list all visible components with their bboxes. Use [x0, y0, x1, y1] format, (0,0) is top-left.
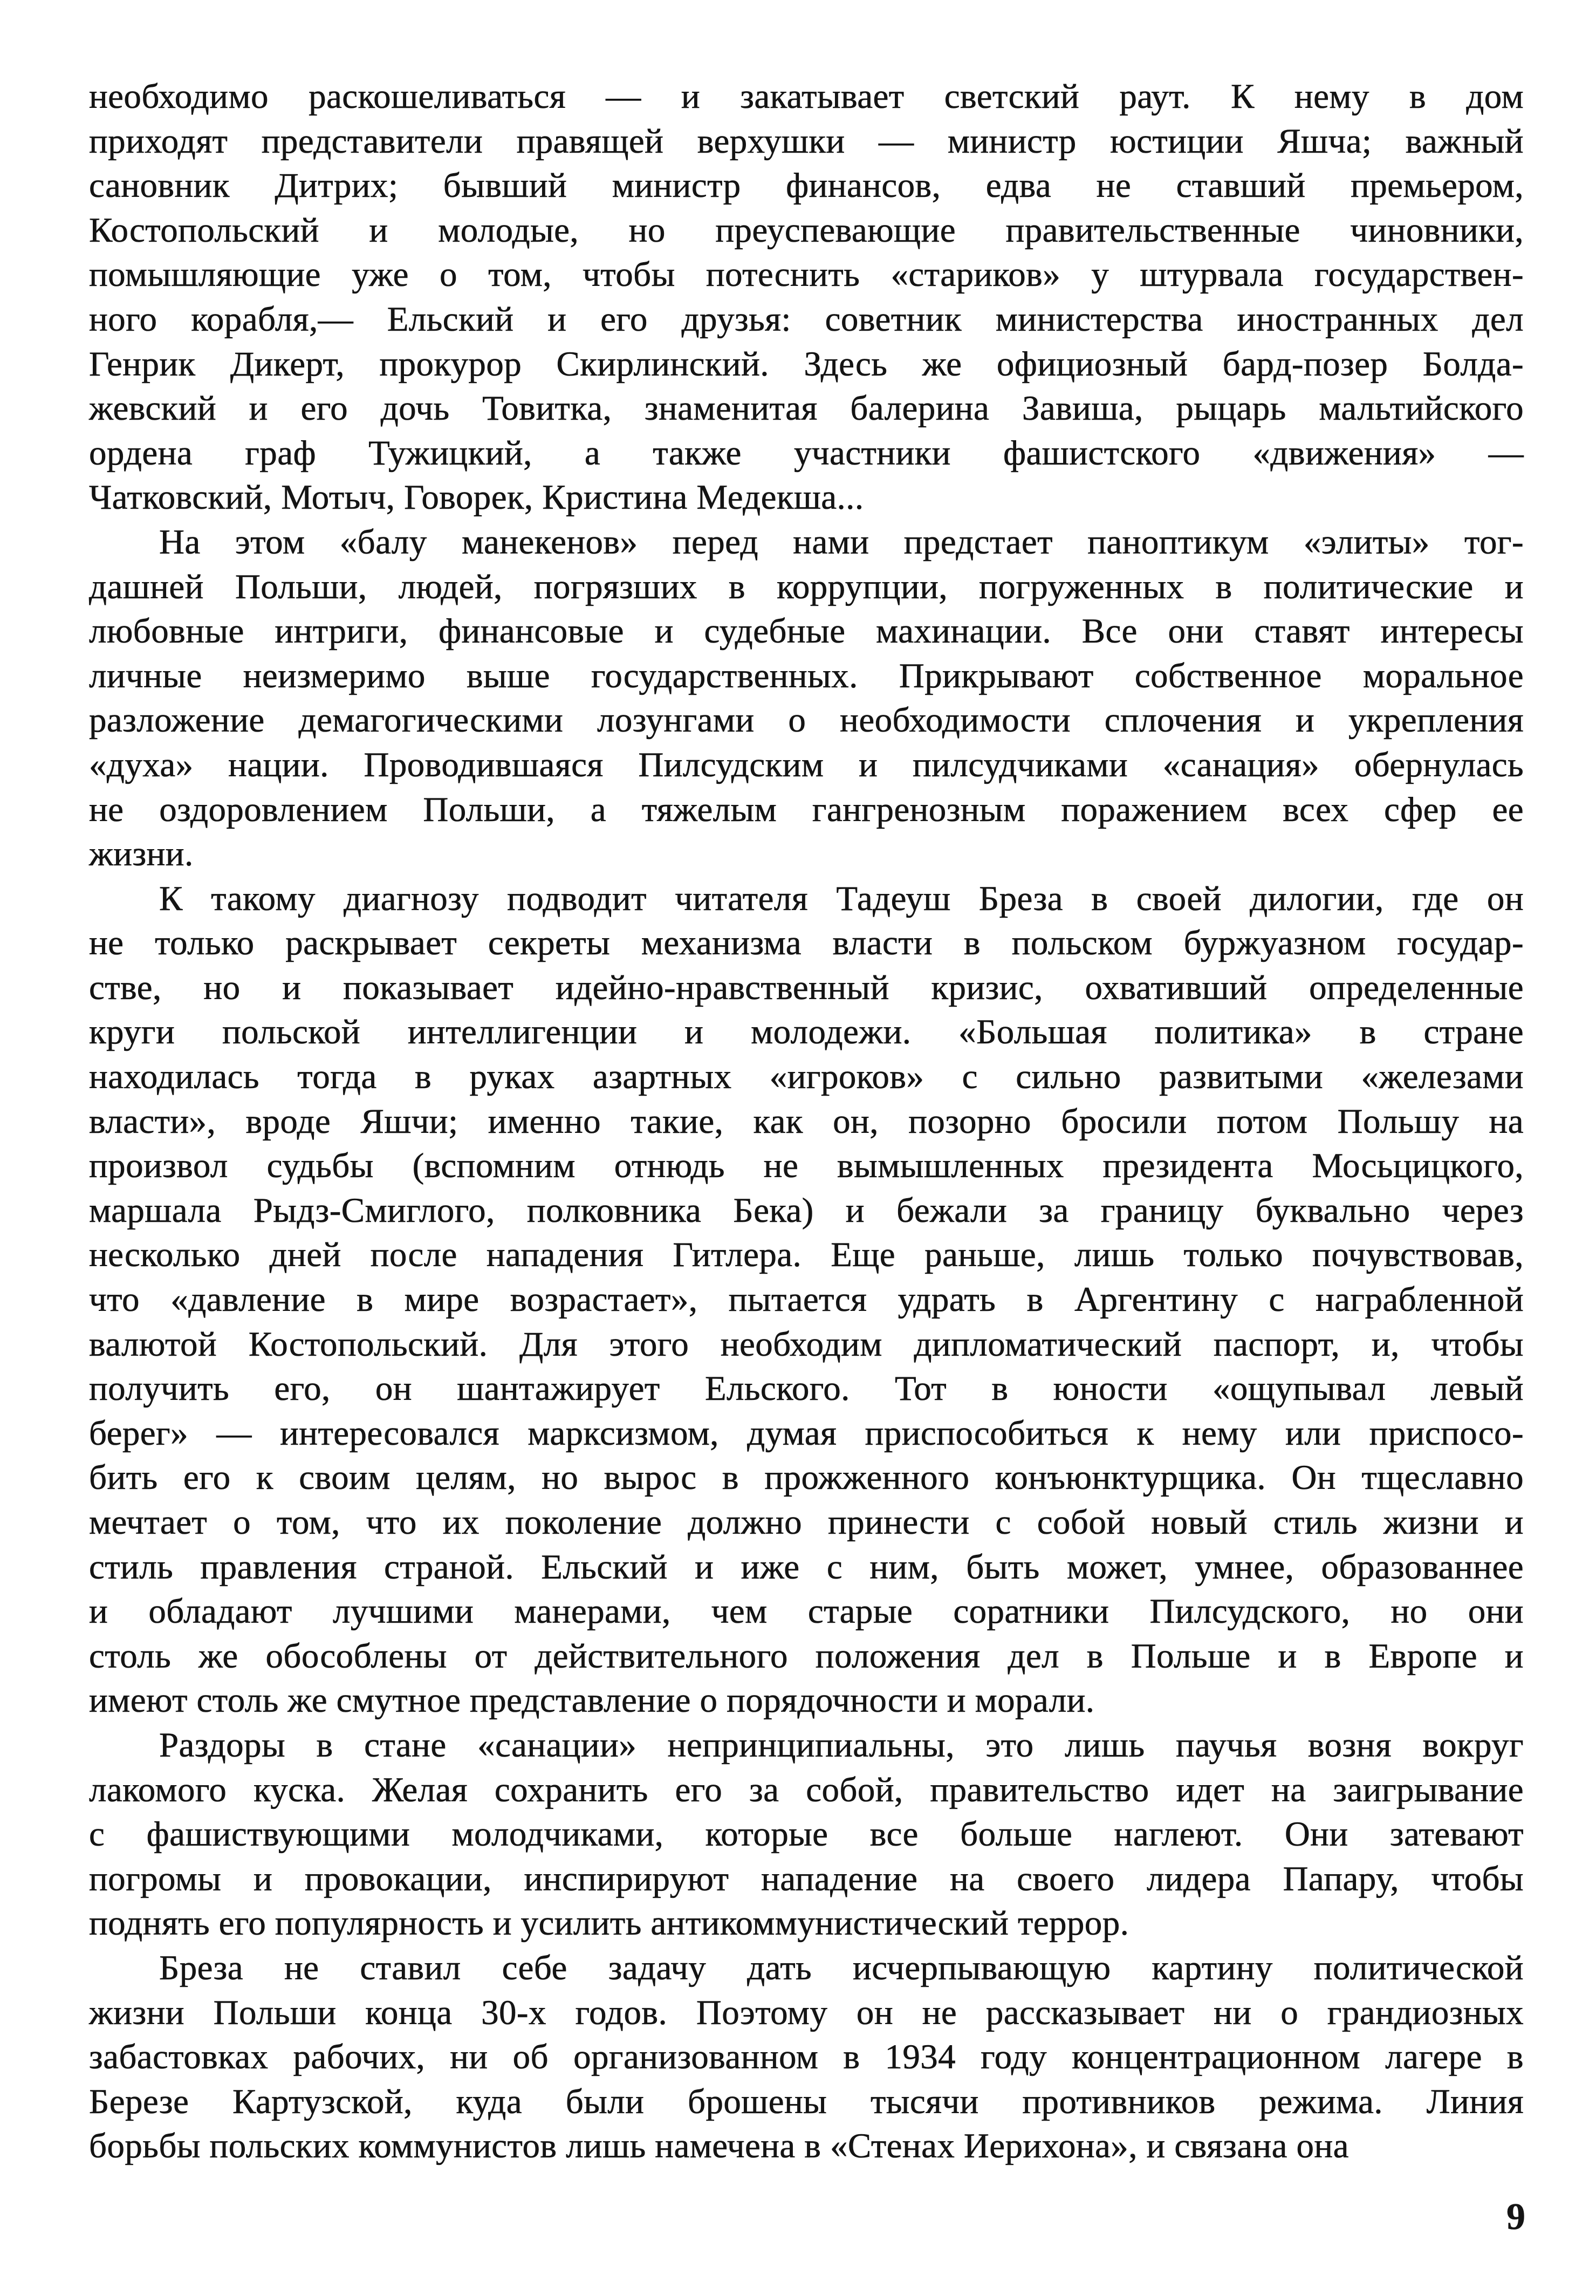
text-line: имеют столь же смутное представление о порядочности и морали.: [89, 1681, 1095, 1720]
text-line: необходимо раскошеливаться — и закатывает светский раут. К нему в дом: [89, 77, 1524, 116]
text-line: любовные интриги, финансовые и судебные махинации. Все они ставят интересы: [89, 612, 1524, 651]
text-line: помышляющие уже о том, чтобы потеснить «стариков» у штурвала государствен-: [89, 255, 1524, 295]
text-line: с фашиствующими молодчиками, которые все больше наглеют. Они затевают: [89, 1815, 1524, 1854]
text-line: Костопольский и молодые, но преуспевающие правительственные чиновники,: [89, 210, 1524, 250]
text-line: валютой Костопольский. Для этого необходим дипломатический паспорт, и, чтобы: [89, 1324, 1524, 1364]
text-line: не только раскрывает секреты механизма власти в польском буржуазном государ-: [89, 924, 1524, 963]
text-line: власти», вроде Яшчи; именно такие, как он, позорно бросили потом Польшу на: [89, 1102, 1524, 1141]
text-line: лакомого куска. Желая сохранить его за собой, правительство идет на заигрывание: [89, 1770, 1524, 1809]
paragraph: [89, 877, 1524, 1723]
paragraph: [89, 1946, 1524, 2169]
paragraph: [89, 74, 1524, 520]
text-line: стве, но и показывает идейно-нравственный кризис, охвативший определенные: [89, 968, 1524, 1007]
text-line: маршала Рыдз-Смиглого, полковника Бека) и бежали за границу буквально через: [89, 1191, 1524, 1230]
text-line: что «давление в мире возрастает», пытается удрать в Аргентину с награбленной: [89, 1280, 1524, 1320]
text-line: поднять его популярность и усилить антикоммунистический террор.: [89, 1904, 1129, 1943]
page-number: 9: [1506, 2196, 1525, 2238]
text-line: ного корабля,— Ельский и его друзья: советник министерства иностранных дел: [89, 299, 1524, 339]
text-line: жевский и его дочь Товитка, знаменитая балерина Завиша, рыцарь мальтийского: [89, 389, 1524, 428]
text-line: сановник Дитрих; бывший министр финансов, едва не ставший премьером,: [89, 166, 1524, 206]
text-line: погромы и провокации, инспирируют нападение на своего лидера Папару, чтобы: [89, 1859, 1524, 1898]
text-line: На этом «балу манекенов» перед нами предстает паноптикум «элиты» тог-: [159, 522, 1524, 562]
text-line: жизни Польши конца 30-х годов. Поэтому он не рассказывает ни о грандиозных: [89, 1993, 1524, 2032]
text-line: получить его, он шантажирует Ельского. Тот в юности «ощупывал левый: [89, 1369, 1524, 1409]
text-line: дашней Польши, людей, погрязших в коррупции, погруженных в политические и: [89, 567, 1524, 606]
text-line: борьбы польских коммунистов лишь намечена в «Стенах Иерихона», и связана она: [89, 2127, 1349, 2166]
text-line: личные неизмеримо выше государственных. Прикрывают собственное моральное: [89, 656, 1524, 695]
text-line: К такому диагнозу подводит читателя Тадеуш Бреза в своей дилогии, где он: [159, 879, 1524, 918]
body-text: [89, 74, 1524, 2169]
text-line: бить его к своим целям, но вырос в прожженного конъюнктурщика. Он тщеславно: [89, 1458, 1524, 1498]
text-line: находилась тогда в руках азартных «игроков» с сильно развитыми «железами: [89, 1057, 1524, 1097]
paragraph: [89, 520, 1524, 877]
text-line: Раздоры в стане «санации» непринципиальны, это лишь паучья возня вокруг: [159, 1725, 1524, 1765]
text-line: не оздоровлением Польши, а тяжелым гангренозным поражением всех сфер ее: [89, 790, 1524, 829]
text-line: Чатковский, Мотыч, Говорек, Кристина Медекша...: [89, 478, 864, 517]
text-line: столь же обособлены от действительного положения дел в Польше и в Европе и: [89, 1636, 1524, 1676]
text-line: Березе Картузской, куда были брошены тысячи противников режима. Линия: [89, 2082, 1524, 2121]
text-line: разложение демагогическими лозунгами о необходимости сплочения и укрепления: [89, 701, 1524, 740]
paragraph: [89, 1723, 1524, 1946]
text-line: и обладают лучшими манерами, чем старые соратники Пилсудского, но они: [89, 1592, 1524, 1631]
text-line: мечтает о том, что их поколение должно принести с собой новый стиль жизни и: [89, 1503, 1524, 1542]
text-line: круги польской интеллигенции и молодежи. «Большая политика» в стране: [89, 1013, 1524, 1052]
text-line: жизни.: [89, 835, 194, 874]
text-line: произвол судьбы (вспомним отнюдь не вымышленных президента Мосьцицкого,: [89, 1146, 1524, 1186]
text-line: стиль правления страной. Ельский и иже с ним, быть может, умнее, образованнее: [89, 1547, 1524, 1587]
text-line: «духа» нации. Проводившаяся Пилсудским и пилсудчиками «санация» обернулась: [89, 745, 1524, 784]
text-line: приходят представители правящей верхушки — министр юстиции Яшча; важный: [89, 121, 1524, 161]
text-line: Генрик Дикерт, прокурор Скирлинский. Здесь же официозный бард-позер Болда-: [89, 344, 1524, 384]
text-line: берег» — интересовался марксизмом, думая приспособиться к нему или приспосо-: [89, 1413, 1524, 1453]
text-line: ордена граф Тужицкий, а также участники фашистского «движения» —: [89, 433, 1524, 473]
text-line: забастовках рабочих, ни об организованном в 1934 году концентрационном лагере в: [89, 2038, 1524, 2077]
text-line: Бреза не ставил себе задачу дать исчерпывающую картину политической: [159, 1948, 1524, 1987]
text-line: несколько дней после нападения Гитлера. Еще раньше, лишь только почувствовав,: [89, 1235, 1524, 1275]
